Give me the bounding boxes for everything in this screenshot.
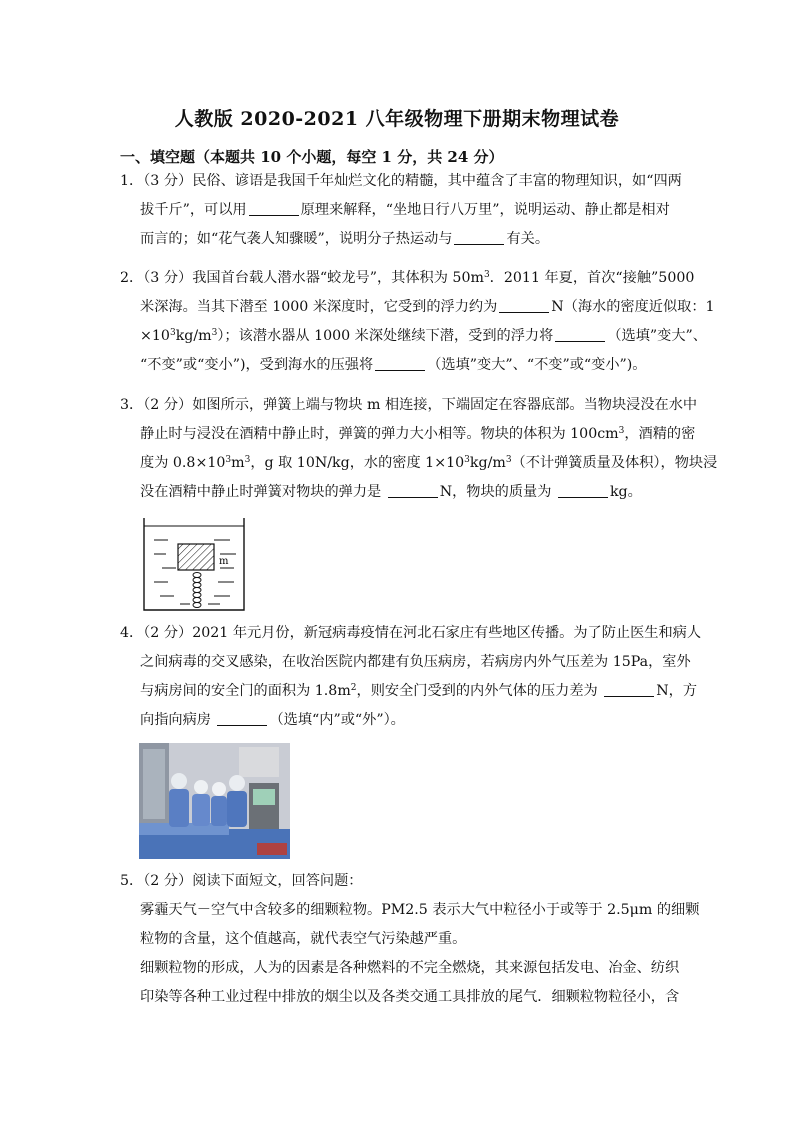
q5-line-5: 印染等各种工业过程中排放的烟尘以及各类交通工具排放的尾气．细颗粒物粒径小，含: [140, 989, 680, 1005]
q2-line-1: 2．（3 分）我国首台载人潜水器“蛟龙号”，其体积为 $50m^3$．2011 年夏，首次“接触”5000: [120, 270, 695, 286]
q3-line-3: 度为 $0.8\times 10^3m^3$，g 取 10N/kg，水的密度 $1\times 10^3kg/m^3$（不计弹簧质量及体积），物块浸: [140, 455, 718, 471]
question-1: [120, 167, 690, 254]
answer-blank[interactable]: [249, 199, 299, 216]
answer-blank[interactable]: [555, 325, 605, 342]
doctors-photo: [139, 743, 290, 859]
q5-line-4: 细颗粒物的形成，人为的因素是各种燃料的不完全燃烧，其来源包括发电、冶金、纺织: [140, 960, 680, 976]
question-5: [120, 867, 700, 1012]
answer-blank[interactable]: [604, 680, 654, 697]
q5-line-2: 雾霾天气－空气中含较多的细颗粒物。PM2.5 表示大气中粒径小于或等于 2.5μm 的细颗: [140, 902, 700, 918]
answer-blank[interactable]: [217, 709, 267, 726]
answer-blank[interactable]: [558, 481, 608, 498]
q4-line-3: 与病房间的安全门的面积为 $1.8m^2$，则安全门受到的内外气体的压力差为 N，方: [120, 677, 690, 706]
q5-line-3: 粒物的含量，这个值越高，就代表空气污染越严重。: [140, 931, 467, 947]
answer-blank[interactable]: [375, 354, 425, 371]
q1-line-3: 而言的；如“花气袭人知骤暖”，说明分子热运动与 有关。: [120, 225, 690, 254]
question-3: [120, 391, 718, 507]
spring: [193, 573, 201, 608]
q1-line-1: 1．（3 分）民俗、谚语是我国千年灿烂文化的精髓，其中蕴含了丰富的物理知识，如“四两: [120, 173, 682, 189]
page-title: 人教版 2020-2021 八年级物理下册期末物理试卷: [174, 108, 620, 130]
q5-line-1: 5．（2 分）阅读下面短文，回答问题：: [120, 873, 363, 889]
q4-line-4: 向指向病房 （选填“内”或“外”）。: [120, 706, 690, 735]
q3-line-4: 没在酒精中静止时弹簧对物块的弹力是 N，物块的质量为 kg。: [120, 478, 690, 507]
q2-line-4: “不变”或“变小”)，受到海水的压强将 （选填”变大”、“不变”或“变小”)。: [120, 351, 690, 380]
section-heading: 一、填空题（本题共 10 个小题，每空 1 分，共 24 分）: [120, 148, 504, 166]
block-label: m: [219, 556, 229, 567]
q1-line-2: 拔千斤”，可以用 原理来解释，“坐地日行八万里”，说明运动、静止都是相对: [120, 196, 690, 225]
q2-line-3: $\times 10^3kg/m^3$）；该潜水器从 1000 米深处继续下潜，受到的浮力将 （选填”变大”、: [120, 322, 690, 351]
question-2: [120, 264, 715, 380]
q4-line-1: 4．（2 分）2021 年元月份，新冠病毒疫情在河北石家庄有些地区传播。为了防止医生和病人: [120, 625, 702, 641]
answer-blank[interactable]: [499, 296, 549, 313]
q4-line-2: 之间病毒的交叉感染，在收治医院内都建有负压病房，若病房内外气压差为 15Pa，室外: [140, 654, 691, 670]
answer-blank[interactable]: [454, 228, 504, 245]
block-m: [178, 544, 214, 570]
answer-blank[interactable]: [388, 481, 438, 498]
question-4: [120, 619, 702, 735]
spring-block-diagram: [140, 516, 250, 612]
q2-line-2: 米深海。当其下潜至 1000 米深度时，它受到的浮力约为 N（海水的密度近似取：1: [120, 293, 690, 322]
q3-line-1: 3．（2 分）如图所示，弹簧上端与物块 m 相连接，下端固定在容器底部。当物块浸没在水中: [120, 397, 698, 413]
q3-line-2: 静止时与浸没在酒精中静止时，弹簧的弹力大小相等。物块的体积为 $100cm^3$，酒精的密: [140, 426, 696, 442]
